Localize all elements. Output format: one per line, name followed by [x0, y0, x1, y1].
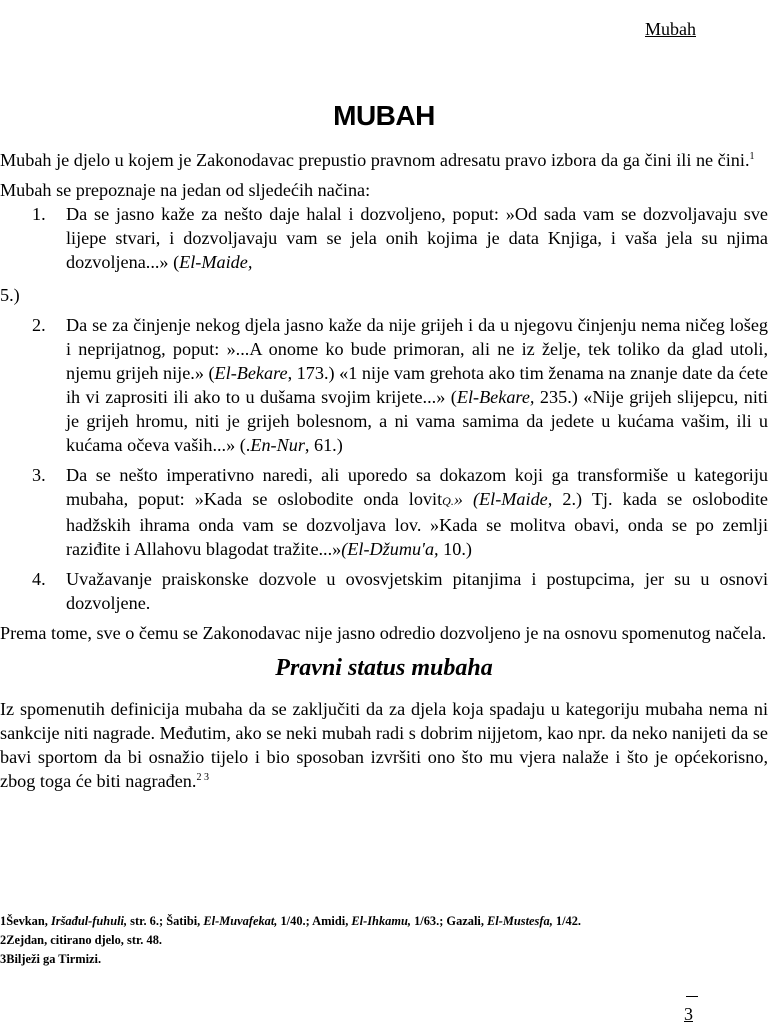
- list-text: , 173.) «1 nije vam grehota ako tim ženama na znanje date da ćete ih vi zaprositi ili ako to u dušama svojim krijete...» (: [66, 363, 768, 407]
- mubah-list: [0, 202, 768, 274]
- list-text: Uvažavanje praiskonske dozvole u ovosvjetskim pitanjima i postupcima, jer su u osnovi dozvoljene.: [66, 569, 768, 613]
- book-title: El-Mustesfa,: [487, 914, 553, 928]
- list-item: [0, 202, 768, 274]
- list-number: 3.: [32, 465, 46, 485]
- footnote-ref-1: 1: [749, 150, 755, 162]
- footnote-text: 1/63.; Gazali,: [410, 914, 488, 928]
- list-text: , 61.): [304, 435, 343, 455]
- book-title: El-Ihkamu,: [351, 914, 411, 928]
- list-text: Da se nešto imperativno naredi, ali uporedo sa dokazom koji ga transformiše u kategoriju mubaha, poput: »Kada se oslobodite onda lovit: [66, 465, 768, 509]
- list-item: [0, 313, 768, 457]
- intro-paragraph-2: Mubah se prepoznaje na jedan od sljedećih načina:: [0, 180, 371, 200]
- list-text: 2.) Tj. kada se oslobodite hadžskih ihrama onda vam se dozvoljava lov. »Kada se molitva obavi, onda se po zemlji raziđite i Allahovu blagodat tražite...»: [66, 489, 768, 559]
- footnote-3: 3Bilježi ga Tirmizi.: [0, 952, 102, 966]
- quran-reference: El-Bekare: [214, 363, 288, 383]
- list-text: 10.): [438, 539, 472, 559]
- page-number: 3: [684, 1004, 693, 1024]
- orphan-line: 5.): [0, 285, 20, 305]
- running-header: Mubah: [645, 19, 696, 39]
- footnote-ref-2-3: 2 3: [196, 771, 209, 783]
- quran-reference: El-Maide,: [179, 252, 253, 272]
- document-body: [0, 148, 768, 793]
- footnote-2: 2Zejdan, citirano djelo, str. 48.: [0, 933, 162, 947]
- quran-reference: En-Nur: [250, 435, 305, 455]
- list-text: 235.) «Nije grijeh slijepcu, niti je grijeh hromu, niti je grijeh bolesnom, a ni vama samima da jedete u kućama vašim, ili u kućama očeva vaših...» (.: [66, 387, 768, 455]
- quran-reference: (El-Džumu'a,: [341, 539, 439, 559]
- list-text: Da se za činjenje nekog djela jasno kaže da nije grijeh i da u njegovu činjenju nema ničeg lošeg i neprijatnog, poput: »...A onome ko bude primoran, ali ne iz želje, tek toliko da glad utoli, njemu grijeh nije.» (: [66, 315, 768, 383]
- conclusion-paragraph: Prema tome, sve o čemu se Zakonodavac nije jasno odredio dozvoljeno je na osnovu spomenutog načela.: [0, 623, 767, 643]
- page-number-rule: [686, 996, 698, 997]
- small-text: Q.: [442, 494, 454, 508]
- page-title: MUBAH: [333, 100, 435, 131]
- book-title: Iršađul-fuhuli,: [50, 914, 128, 928]
- list-number: 4.: [32, 569, 46, 589]
- footnote-text: str. 6.; Šatibi,: [127, 914, 204, 928]
- intro-text: Mubah je djelo u kojem je Zakonodavac prepustio pravnom adresatu pravo izbora da ga čini ili ne čini.: [0, 150, 750, 170]
- footnote-text: 1/40.; Amidi,: [277, 914, 352, 928]
- list-number: 2.: [32, 315, 46, 335]
- quran-reference: El-Bekare,: [456, 387, 535, 407]
- footnote-text: 1/42.: [552, 914, 582, 928]
- section-text: Iz spomenutih definicija mubaha da se zaključiti da za djela koja spadaju u kategoriju mubaha nema ni sankcije niti nagrade. Međutim, ako se neki mubah radi s dobrim nijjetom, kao npr. da neko nanijeti da se bavi sportom da bi osnažio tijelo i bio sposoban izvršiti ono što mu vjera nalaže i što je općekorisno, zbog toga će biti nagrađen.: [0, 699, 768, 791]
- book-title: El-Muvafekat,: [203, 914, 278, 928]
- list-text: Da se jasno kaže za nešto daje halal i dozvoljeno, poput: »Od sada vam se dozvoljavaju sve lijepe stvari, i dozvoljavaju vam se jela onih kojima je data Knjiga, i vaša jela su njima dozvoljena...» (: [66, 204, 768, 272]
- footnote-text: 1Ševkan,: [0, 914, 51, 928]
- list-item: [0, 567, 768, 615]
- section-paragraph: [0, 697, 768, 793]
- section-heading: Pravni status mubaha: [275, 655, 493, 681]
- footnote-1: [0, 912, 768, 931]
- footnotes: [0, 912, 768, 969]
- list-item: [0, 463, 768, 561]
- intro-paragraph-1: [0, 148, 768, 172]
- quran-reference: » (El-Maide,: [453, 489, 553, 509]
- list-number: 1.: [32, 204, 46, 224]
- mubah-list-continued: [0, 313, 768, 615]
